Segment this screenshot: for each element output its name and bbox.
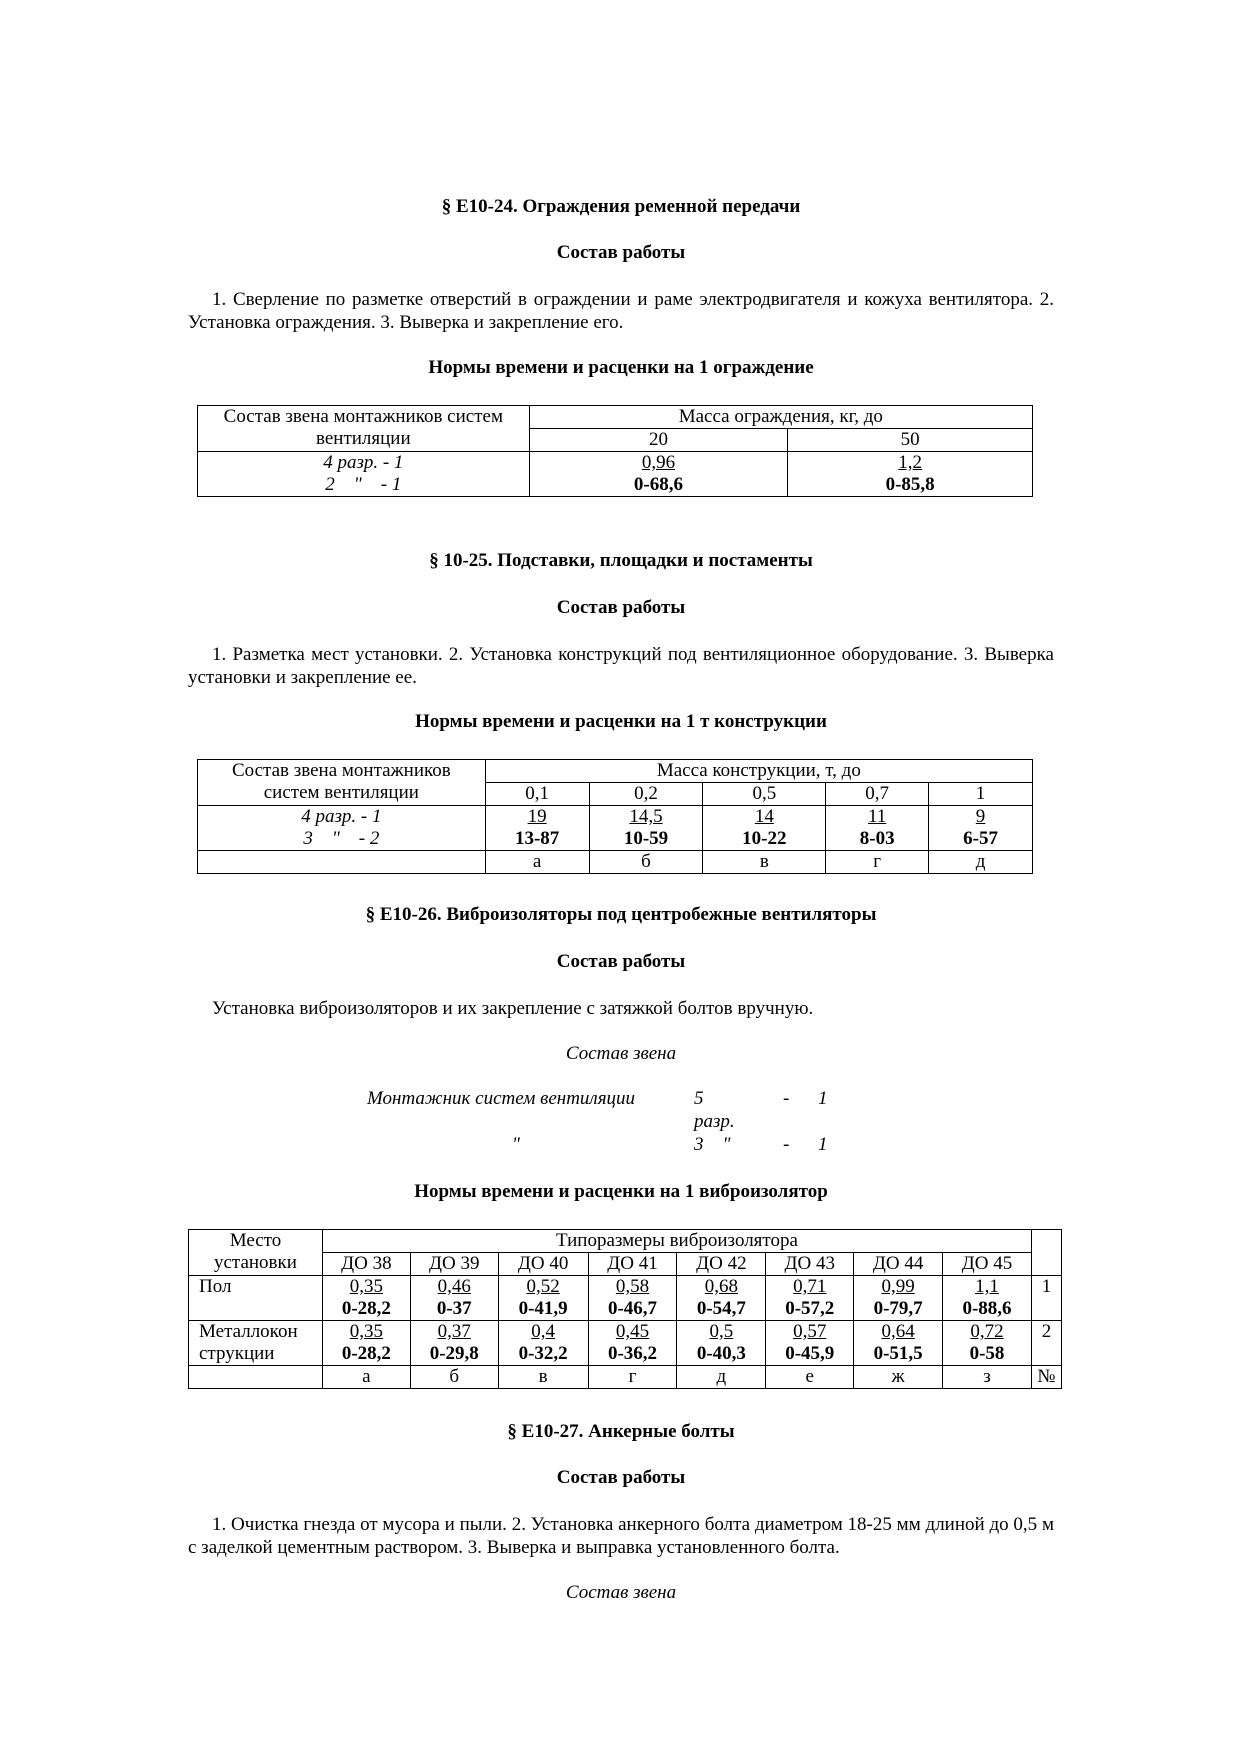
value-cell: 14 10-22 (703, 806, 826, 851)
sizes-header-cell: Типоразмеры виброизолятора (322, 1230, 1031, 1253)
col-header: 50 (788, 429, 1033, 452)
col-header: ДО 44 (854, 1253, 943, 1276)
num-label: № (1031, 1366, 1061, 1389)
value-cell: 0,5 0-40,3 (677, 1321, 766, 1366)
crew-grade: 5 (694, 1088, 704, 1109)
value-cell: 0,35 0-28,2 (322, 1276, 410, 1321)
col-header: 0,2 (589, 783, 703, 806)
value-cell: 0,45 0-36,2 (588, 1321, 677, 1366)
value-cell: 0,71 0-57,2 (766, 1276, 854, 1321)
mass-header-cell: Масса ограждения, кг, до (529, 406, 1032, 429)
section-title-e10-27: § Е10-27. Анкерные болты (507, 1421, 735, 1442)
crew-heading-e10-26: Состав звена (565, 1043, 677, 1064)
crew-count: 1 (818, 1088, 828, 1109)
value-cell: 19 13-87 (485, 806, 589, 851)
value-cell: 0,52 0-41,9 (498, 1276, 588, 1321)
section-title-e10-24: § Е10-24. Ограждения ременной передачи (441, 196, 801, 217)
value-cell: 14,5 10-59 (589, 806, 703, 851)
table-row (189, 1276, 1062, 1321)
empty-cell (189, 1366, 323, 1389)
col-letter: ж (854, 1366, 943, 1389)
crew-count: 1 (818, 1134, 828, 1155)
work-text-e10-26: Установка виброизоляторов и их закрепление с затяжкой болтов вручную. (212, 998, 814, 1019)
col-header: 20 (529, 429, 788, 452)
col-header: ДО 45 (943, 1253, 1032, 1276)
col-letter: а (322, 1366, 410, 1389)
col-letter: б (589, 851, 703, 874)
work-heading-e10-26: Состав работы (556, 951, 686, 972)
place-cell: Металлокон струкции (189, 1321, 323, 1366)
col-header: ДО 40 (498, 1253, 588, 1276)
value-cell: 0,96 0-68,6 (529, 452, 788, 497)
col-header: ДО 41 (588, 1253, 677, 1276)
crew-header-cell: Состав звена монтажников систем вентиляции (198, 406, 530, 452)
col-header: 0,5 (703, 783, 826, 806)
norms-table-e10-26 (188, 1229, 1062, 1389)
norms-table-e10-24 (197, 405, 1033, 497)
col-letter: г (826, 851, 929, 874)
value-cell: 0,72 0-58 (943, 1321, 1032, 1366)
col-header: 0,7 (826, 783, 929, 806)
col-letter: з (943, 1366, 1032, 1389)
value-cell: 11 8-03 (826, 806, 929, 851)
value-cell: 0,35 0-28,2 (322, 1321, 410, 1366)
col-header: ДО 39 (410, 1253, 498, 1276)
table-row (189, 1321, 1062, 1366)
row-number: 1 (1031, 1276, 1061, 1321)
crew-role-ditto: " (512, 1134, 520, 1155)
col-letter: е (766, 1366, 854, 1389)
crew-heading-e10-27: Состав звена (565, 1582, 677, 1603)
col-header: 1 (929, 783, 1033, 806)
value-cell: 0,58 0-46,7 (588, 1276, 677, 1321)
place-cell: Пол (189, 1276, 323, 1321)
value-cell: 0,64 0-51,5 (854, 1321, 943, 1366)
col-letter: д (929, 851, 1033, 874)
empty-cell (198, 851, 486, 874)
value-cell: 0,57 0-45,9 (766, 1321, 854, 1366)
crew-role: Монтажник систем вентиляции (367, 1088, 636, 1109)
row-number: 2 (1031, 1321, 1061, 1366)
work-heading-10-25: Состав работы (556, 597, 686, 618)
value-cell: 9 6-57 (929, 806, 1033, 851)
crew-cell: 4 разр. - 1 2 " - 1 (198, 452, 530, 497)
col-header: 0,1 (485, 783, 589, 806)
value-cell: 0,99 0-79,7 (854, 1276, 943, 1321)
num-header-cell (1031, 1230, 1061, 1276)
value-cell: 0,68 0-54,7 (677, 1276, 766, 1321)
value-cell: 0,4 0-32,2 (498, 1321, 588, 1366)
crew-grade: 3 " (694, 1134, 731, 1155)
norms-heading-10-25: Нормы времени и расценки на 1 т конструкции (415, 711, 827, 732)
crew-header-cell: Состав звена монтажников систем вентиляции (198, 760, 486, 806)
work-heading-e10-27: Состав работы (556, 1467, 686, 1488)
col-letter: д (677, 1366, 766, 1389)
mass-header-cell: Масса конструкции, т, до (485, 760, 1032, 783)
col-letter: в (498, 1366, 588, 1389)
col-header: ДО 43 (766, 1253, 854, 1276)
norms-table-10-25 (197, 759, 1033, 874)
work-text-10-25: 1. Разметка мест установки. 2. Установка конструкций под вентиляционное оборудование. 3. Выверка установки и закрепление ее. (188, 644, 1054, 688)
value-cell: 0,46 0-37 (410, 1276, 498, 1321)
col-letter: б (410, 1366, 498, 1389)
col-letter: в (703, 851, 826, 874)
work-text-e10-24: 1. Сверление по разметке отверстий в ограждении и раме электродвигателя и кожуха вентилятора. 2. Установка ограждения. 3. Выверка и закрепление его. (188, 289, 1054, 333)
value-cell: 1,2 0-85,8 (788, 452, 1033, 497)
col-header: ДО 42 (677, 1253, 766, 1276)
value-cell: 1,1 0-88,6 (943, 1276, 1032, 1321)
work-text-e10-27: 1. Очистка гнезда от мусора и пыли. 2. Установка анкерного болта диаметром 18-25 мм длиной до 0,5 м с заделкой цементным раствором. 3. Выверка и выправка установленного болта. (188, 1514, 1054, 1558)
place-header-cell: Место установки (189, 1230, 323, 1276)
crew-dash: - (783, 1134, 790, 1155)
col-letter: г (588, 1366, 677, 1389)
col-header: ДО 38 (322, 1253, 410, 1276)
section-title-10-25: § 10-25. Подставки, площадки и постаменты (429, 550, 813, 571)
work-heading-e10-24: Состав работы (556, 242, 686, 263)
crew-dash: - (783, 1088, 790, 1109)
col-letter: а (485, 851, 589, 874)
crew-cell: 4 разр. - 1 3 " - 2 (198, 806, 486, 851)
norms-heading-e10-26: Нормы времени и расценки на 1 виброизолятор (414, 1181, 828, 1202)
section-title-e10-26: § Е10-26. Виброизоляторы под центробежные вентиляторы (365, 904, 877, 925)
crew-grade-word: разр. (694, 1111, 735, 1132)
value-cell: 0,37 0-29,8 (410, 1321, 498, 1366)
norms-heading-e10-24: Нормы времени и расценки на 1 ограждение (428, 357, 814, 378)
